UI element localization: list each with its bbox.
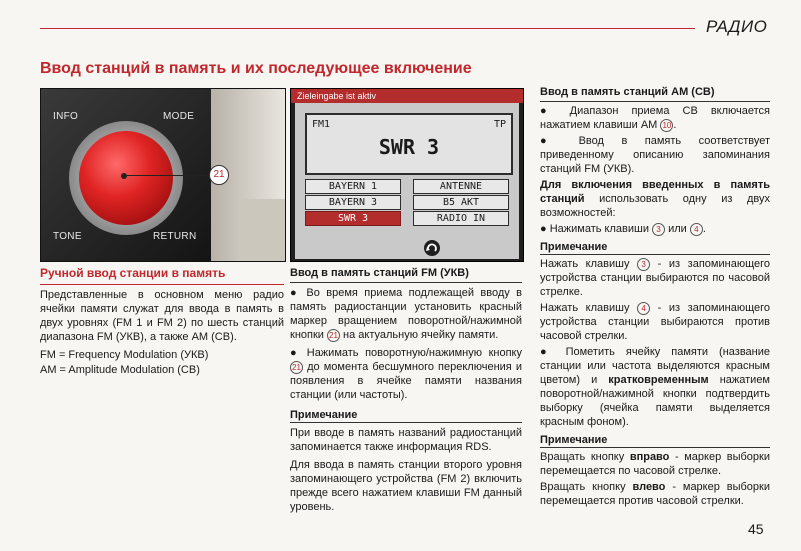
callout-4-inline: 4: [637, 302, 650, 315]
am-heading: Ввод в память станций АМ (СВ): [540, 86, 715, 98]
preset-button: RADIO IN: [413, 211, 509, 226]
fm-heading-rule: [290, 282, 522, 283]
rotary-knob-icon: [423, 239, 441, 257]
intro-paragraph: Представленные в основном меню радио ячейки памяти служат для ввода в память в двух уровнях (FM 1 и FM 2) по шесть станций диапазона FM (УКВ), а также АМ (СВ).: [40, 289, 284, 343]
recall-note-1: Нажать клавишу 3 - из запоминающего устройства станции выбираются по часовой стрелке.: [540, 258, 770, 298]
section-title: РАДИО: [706, 17, 768, 36]
page-number: 45: [748, 521, 764, 537]
page-title: Ввод станций в память и их последующее включение: [40, 60, 472, 77]
am-bullet-1: ● Диапазон приема СВ включается нажатием клавиши АМ 10 .: [540, 105, 771, 131]
mode-label: MODE: [163, 111, 195, 122]
return-label: RETURN: [153, 231, 197, 242]
callout-leader-line: [127, 175, 210, 176]
turn-note-2: Вращать кнопку влево - маркер выборки перемещается против часовой стрелки.: [540, 481, 770, 507]
preset-button: BAYERN 3: [305, 195, 401, 210]
callout-3-inline: 3: [637, 258, 650, 271]
control-panel-photo: [40, 88, 286, 262]
station-name: SWR 3: [378, 135, 440, 159]
fm-note-rule: [290, 422, 522, 423]
turn-note-title: Примечание: [540, 434, 608, 446]
recall-note-2: Нажать клавишу 4 - из запоминающего устройства станции выбираются против часовой стрелки.: [540, 302, 770, 342]
preset-button: BAYERN 1: [305, 179, 401, 194]
display-status-bar: Zieleingabe ist aktiv: [291, 89, 523, 103]
fm-note-title: Примечание: [290, 409, 358, 421]
photo-background-shade: [241, 199, 285, 261]
preset-button: B5 AKT: [413, 195, 509, 210]
fm-bullet-2: ● Нажимать поворотную/нажимную кнопку 21 до момента бесшумного переключения и появления в ячейке памяти названия станции (или частоты).: [290, 347, 522, 401]
header-rule: [40, 28, 695, 29]
fm-bullet-1: ● Во время приема подлежащей вводу в память радиостанции установить красный маркер вращением поворотной/нажимной кнопки 21 на актуальную ячейку памяти.: [290, 287, 522, 341]
recall-bullet: ● Нажимать клавиши 3 или 4 .: [540, 223, 706, 235]
station-box: [305, 113, 513, 175]
callout-21: 21: [209, 165, 229, 185]
fm-note-2: Для ввода в память станции второго уровня запоминающего устройства (FM 2) включить прежде всего нажатием клавиши FM данный уровень.: [290, 459, 522, 513]
fm-heading: Ввод в память станций FM (УКВ): [290, 267, 469, 279]
am-definition: AM = Amplitude Modulation (СВ): [40, 364, 200, 376]
fm-section: [290, 266, 522, 514]
preset-button: ANTENNE: [413, 179, 509, 194]
fm-definition: FM = Frequency Modulation (УКВ): [40, 349, 209, 361]
recall-intro: Для включения введенных в память станций использовать одну из двух возможностей:: [540, 179, 771, 219]
callout-21-inline: 21: [327, 329, 340, 342]
turn-note-rule: [540, 447, 770, 448]
callout-21-inline: 21: [290, 361, 303, 374]
fm-note-1: При вводе в память названий радиостанций запоминается также информация RDS.: [290, 427, 522, 453]
am-section: [540, 85, 770, 508]
band-indicator: FM1: [312, 119, 331, 130]
mark-bullet: ● Пометить ячейку памяти (название станции или частота выделяются красным цветом) и кратковременным нажатием поворотной/нажимной кнопки подтвердить выборку (ячейка памяти выделяется красным фоном).: [540, 346, 770, 428]
subtitle-rule: [40, 284, 284, 285]
tp-indicator: TP: [493, 119, 506, 130]
callout-4-inline: 4: [690, 223, 703, 236]
info-label: INFO: [53, 111, 79, 122]
radio-display-illustration: [290, 88, 524, 262]
recall-note-title: Примечание: [540, 241, 608, 253]
callout-10-inline: 10: [660, 119, 673, 132]
knob-center-dot: [121, 173, 127, 179]
manual-entry-subtitle: Ручной ввод станции в память: [40, 266, 226, 280]
display-screen: [295, 103, 519, 259]
callout-3-inline: 3: [652, 223, 665, 236]
preset-button-selected: SWR 3: [305, 211, 401, 226]
recall-note-rule: [540, 254, 770, 255]
turn-note-1: Вращать кнопку вправо - маркер выборки перемещается по часовой стрелке.: [540, 451, 770, 477]
am-bullet-2: ● Ввод в память соответствует приведенному описанию запоминания станций FM (УКВ).: [540, 135, 771, 175]
tone-label: TONE: [53, 231, 82, 242]
am-heading-rule: [540, 101, 770, 102]
